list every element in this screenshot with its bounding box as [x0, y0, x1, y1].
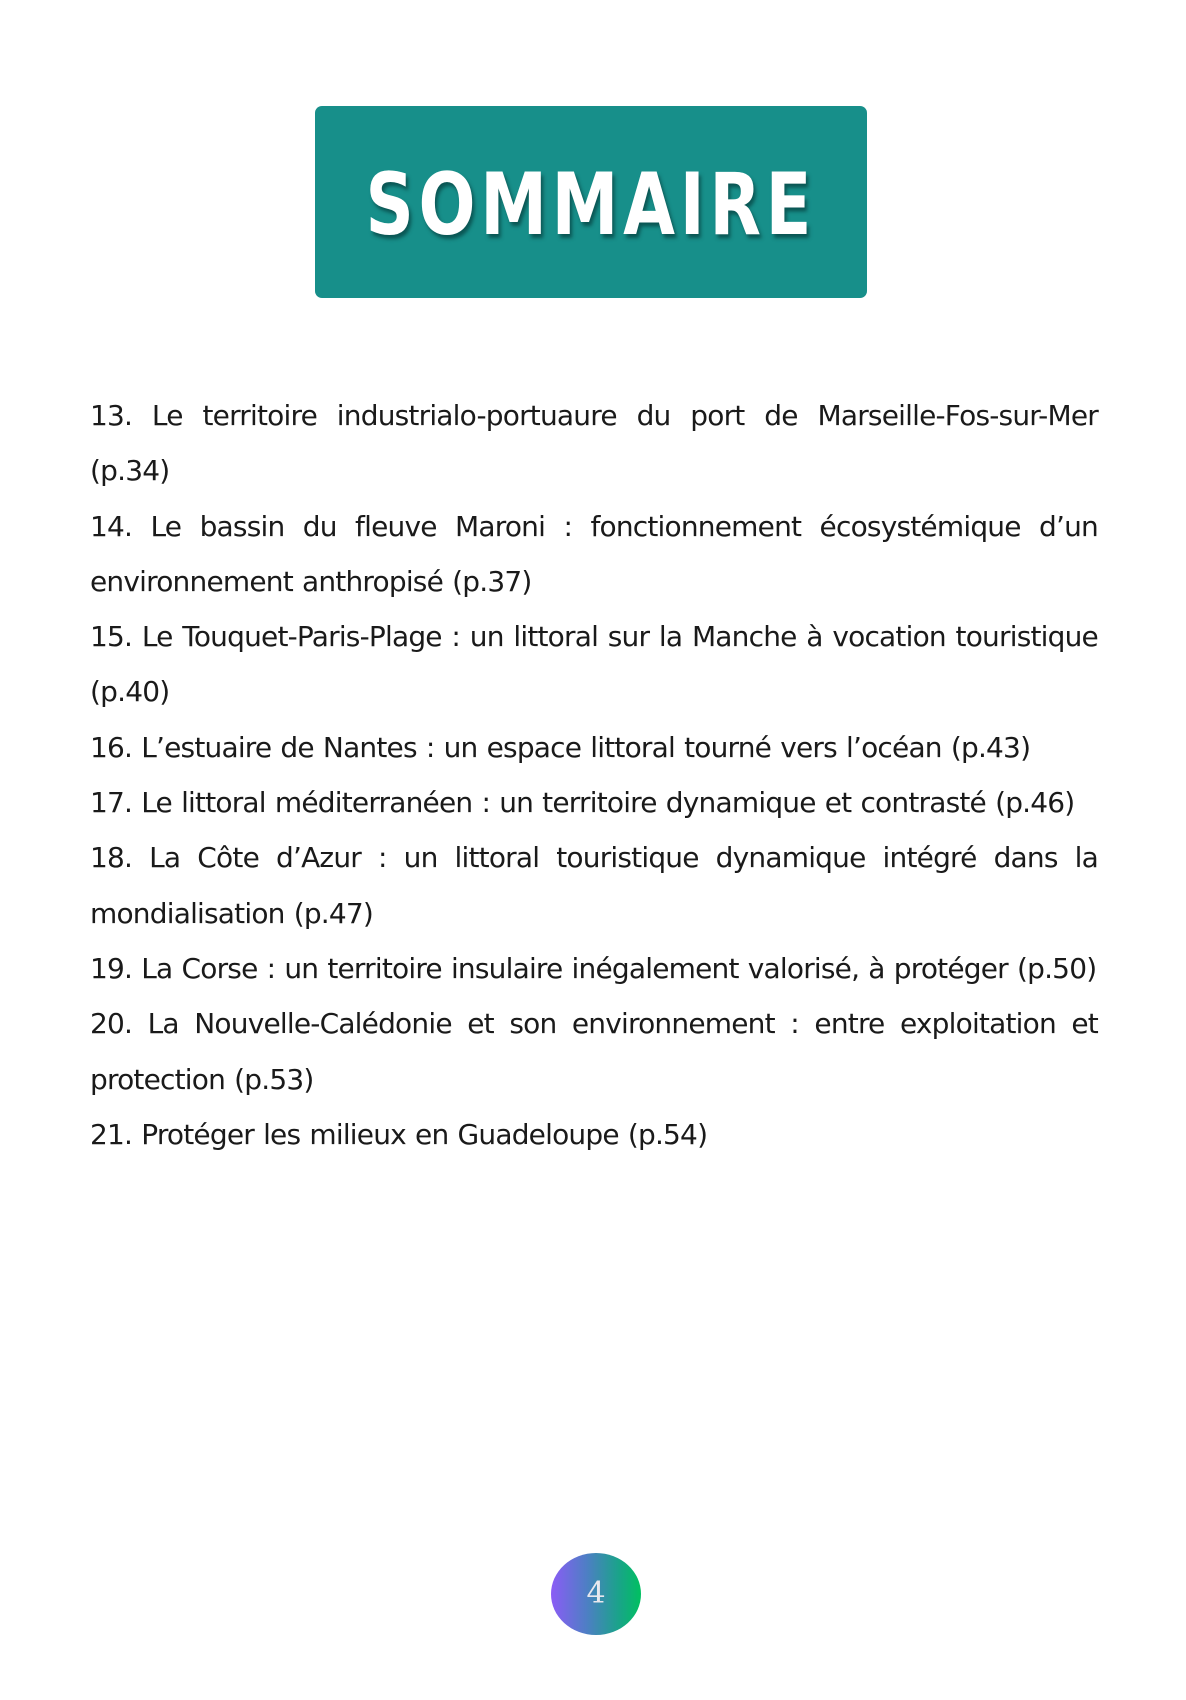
toc-entry-16[interactable]: 16. L’estuaire de Nantes : un espace littoral tourné vers l’océan (p.43)	[90, 730, 1031, 764]
sommaire-banner	[315, 106, 867, 298]
toc-entry-15[interactable]: 15. Le Touquet-Paris-Plage : un littoral sur la Manche à vocation touristique (p.40)	[90, 620, 1098, 709]
toc-entry-14[interactable]: 14. Le bassin du fleuve Maroni : fonctionnement écosystémique d’un environnement anthropisé (p.37)	[90, 509, 1098, 598]
toc-entry-13[interactable]: 13. Le territoire industrialo-portuaure du port de Marseille-Fos-sur-Mer (p.34)	[90, 399, 1098, 488]
table-of-contents	[90, 388, 1098, 1162]
page-number: 4	[586, 1576, 606, 1611]
page-title: SOMMAIRE	[365, 155, 817, 255]
toc-entry-21[interactable]: 21. Protéger les milieux en Guadeloupe (p.54)	[90, 1117, 708, 1151]
toc-entry-17[interactable]: 17. Le littoral méditerranéen : un territoire dynamique et contrasté (p.46)	[90, 786, 1075, 820]
toc-entry-20[interactable]: 20. La Nouvelle-Calédonie et son environnement : entre exploitation et protection (p.53)	[90, 1007, 1098, 1096]
toc-entry-19[interactable]: 19. La Corse : un territoire insulaire inégalement valorisé, à protéger (p.50)	[90, 951, 1097, 985]
page-number-badge	[551, 1553, 641, 1635]
toc-entry-18[interactable]: 18. La Côte d’Azur : un littoral touristique dynamique intégré dans la mondialisation (p.47)	[90, 841, 1098, 930]
